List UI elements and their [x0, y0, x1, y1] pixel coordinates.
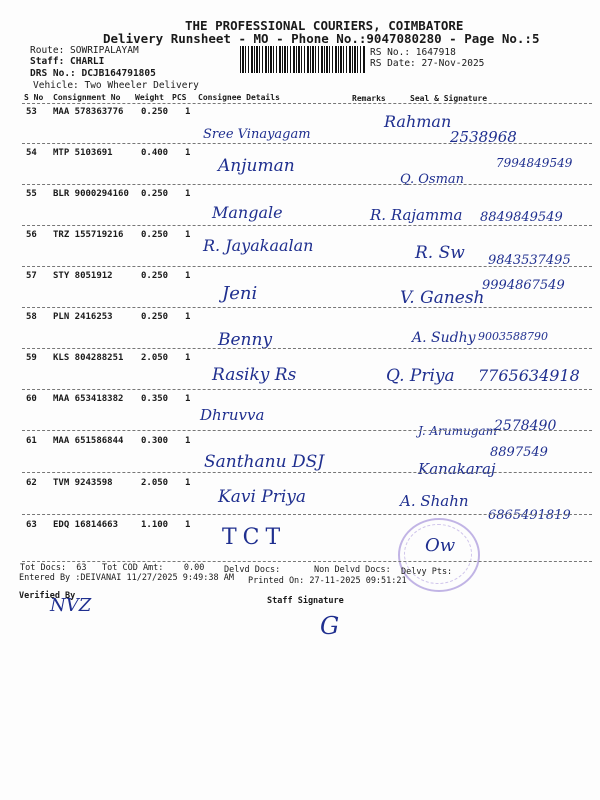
- tot-docs: Tot Docs: 63: [20, 563, 87, 573]
- row-pcs: 1: [185, 394, 191, 404]
- receiver-phone: 9994867549: [482, 278, 565, 293]
- consignee-handwriting: Jeni: [222, 283, 258, 304]
- row-pcs: 1: [185, 353, 191, 363]
- receiver-signature: Kanakaraj: [418, 460, 496, 478]
- row-consignment: TRZ 155719216: [53, 230, 124, 240]
- receiver-phone: 2538968: [450, 128, 517, 146]
- col-remarks: Remarks: [352, 94, 386, 103]
- receiver-phone: 9003588790: [478, 330, 548, 343]
- rs-date: RS Date: 27-Nov-2025: [370, 58, 485, 69]
- non-delvd-docs: Non Delvd Docs:: [314, 565, 391, 575]
- row-sno: 54: [26, 148, 37, 158]
- row-consignment: MAA 653418382: [53, 394, 124, 404]
- row-consignment: PLN 2416253: [53, 312, 113, 322]
- row-weight: 0.300: [141, 436, 169, 446]
- row-weight: 0.250: [141, 230, 169, 240]
- row-divider: [22, 143, 592, 144]
- row-divider: [22, 225, 592, 226]
- row-consignment: MAA 578363776: [53, 107, 124, 117]
- row-weight: 0.250: [141, 189, 169, 199]
- consignee-handwriting: Sree Vinayagam: [203, 127, 311, 142]
- consignee-handwriting: R. Jayakaalan: [203, 236, 314, 255]
- row-sno: 62: [26, 478, 37, 488]
- row-sno: 63: [26, 520, 37, 530]
- row-consignment: STY 8051912: [53, 271, 113, 281]
- row-sno: 59: [26, 353, 37, 363]
- receiver-phone: 9843537495: [488, 253, 571, 268]
- row-consignment: BLR 9000294160: [53, 189, 129, 199]
- staff: Staff: CHARLI: [30, 56, 105, 67]
- row-divider: [22, 472, 592, 473]
- receiver-signature: R. Sw: [415, 243, 465, 263]
- row-divider: [22, 348, 592, 349]
- col-seal: Seal & Signature: [410, 94, 488, 103]
- row-pcs: 1: [185, 148, 191, 158]
- consignee-handwriting: Benny: [218, 330, 273, 350]
- consignee-handwriting: Rasiky Rs: [212, 365, 297, 385]
- delvy-pts: Delvy Pts:: [401, 567, 453, 577]
- row-weight: 2.050: [141, 353, 169, 363]
- row-pcs: 1: [185, 436, 191, 446]
- consignee-handwriting: Mangale: [212, 203, 283, 222]
- row-divider: [22, 389, 592, 390]
- col-pcs: PCS: [172, 93, 187, 102]
- receiver-signature: J. Arumugam: [418, 424, 497, 438]
- receiver-signature: A. Shahn: [400, 492, 469, 510]
- drs-no: DRS No.: DCJB164791805: [30, 68, 156, 79]
- printed-on: Printed On: 27-11-2025 09:51:21: [248, 576, 407, 586]
- row-divider: [22, 514, 592, 515]
- row-weight: 0.350: [141, 394, 169, 404]
- entered-by: Entered By :DEIVANAI 11/27/2025 9:49:38 AM: [19, 573, 234, 583]
- receiver-signature: R. Rajamma: [370, 206, 463, 224]
- header-divider: [22, 103, 592, 104]
- receiver-signature: V. Ganesh: [400, 288, 485, 308]
- receiver-phone: 6865491819: [488, 508, 571, 523]
- footer-divider: [22, 561, 592, 562]
- row-weight: 0.400: [141, 148, 169, 158]
- receiver-signature: Rahman: [384, 112, 452, 131]
- row-weight: 0.250: [141, 107, 169, 117]
- consignee-handwriting: Dhruvva: [200, 406, 265, 424]
- verified-by: Verified By: [19, 591, 76, 601]
- row-sno: 57: [26, 271, 37, 281]
- receiver-phone: 8897549: [490, 445, 548, 460]
- row-pcs: 1: [185, 312, 191, 322]
- row-pcs: 1: [185, 478, 191, 488]
- consignee-handwriting: Santhanu DSJ: [204, 452, 325, 472]
- receiver-signature: A. Sudhy: [412, 330, 476, 346]
- staff-signature: G: [320, 612, 340, 640]
- row-divider: [22, 184, 592, 185]
- row-sno: 61: [26, 436, 37, 446]
- receiver-phone: 8849849549: [480, 210, 563, 225]
- row-sno: 58: [26, 312, 37, 322]
- row-consignment: TVM 9243598: [53, 478, 113, 488]
- row-sno: 56: [26, 230, 37, 240]
- col-sno: S No: [24, 93, 44, 102]
- receiver-phone: 7765634918: [478, 366, 580, 385]
- delvd-docs: Delvd Docs:: [224, 565, 281, 575]
- row-weight: 1.100: [141, 520, 169, 530]
- verifier-signature: NVZ: [50, 595, 92, 616]
- row-weight: 0.250: [141, 271, 169, 281]
- consignee-handwriting: Anjuman: [218, 156, 295, 176]
- barcode: [240, 46, 365, 73]
- row-pcs: 1: [185, 520, 191, 530]
- receiver-phone: 7994849549: [496, 156, 573, 170]
- row-sno: 60: [26, 394, 37, 404]
- receiver-signature: Ow: [425, 535, 456, 556]
- consignee-handwriting: Kavi Priya: [218, 487, 307, 507]
- row-weight: 0.250: [141, 312, 169, 322]
- row-pcs: 1: [185, 230, 191, 240]
- rs-no: RS No.: 1647918: [370, 47, 456, 58]
- runsheet-title: Delivery Runsheet - MO - Phone No.:9047080280 - Page No.:5: [103, 31, 540, 46]
- vehicle: Vehicle: Two Wheeler Delivery: [33, 80, 199, 91]
- row-sno: 55: [26, 189, 37, 199]
- row-consignment: EDQ 16814663: [53, 520, 119, 530]
- col-consignee: Consignee Details: [198, 93, 280, 102]
- receiver-phone: 2578490: [494, 418, 557, 434]
- row-divider: [22, 430, 592, 431]
- row-pcs: 1: [185, 107, 191, 117]
- row-consignment: KLS 804288251: [53, 353, 124, 363]
- row-pcs: 1: [185, 189, 191, 199]
- consignee-handwriting: TCT: [222, 525, 287, 550]
- col-consignment: Consignment No: [53, 93, 121, 102]
- row-consignment: MTP 5103691: [53, 148, 113, 158]
- tot-cod-amt: Tot COD Amt: 0.00: [102, 563, 205, 573]
- staff-signature-label: Staff Signature: [267, 596, 344, 606]
- row-pcs: 1: [185, 271, 191, 281]
- route: Route: SOWRIPALAYAM: [30, 45, 139, 56]
- col-weight: Weight: [135, 93, 164, 102]
- receiver-signature: Q. Osman: [400, 172, 465, 187]
- row-divider: [22, 307, 592, 308]
- row-divider: [22, 266, 592, 267]
- receiver-signature: Q. Priya: [386, 366, 455, 386]
- company-title: THE PROFESSIONAL COURIERS, COIMBATORE: [185, 18, 464, 33]
- row-consignment: MAA 651586844: [53, 436, 124, 446]
- row-weight: 2.050: [141, 478, 169, 488]
- row-sno: 53: [26, 107, 37, 117]
